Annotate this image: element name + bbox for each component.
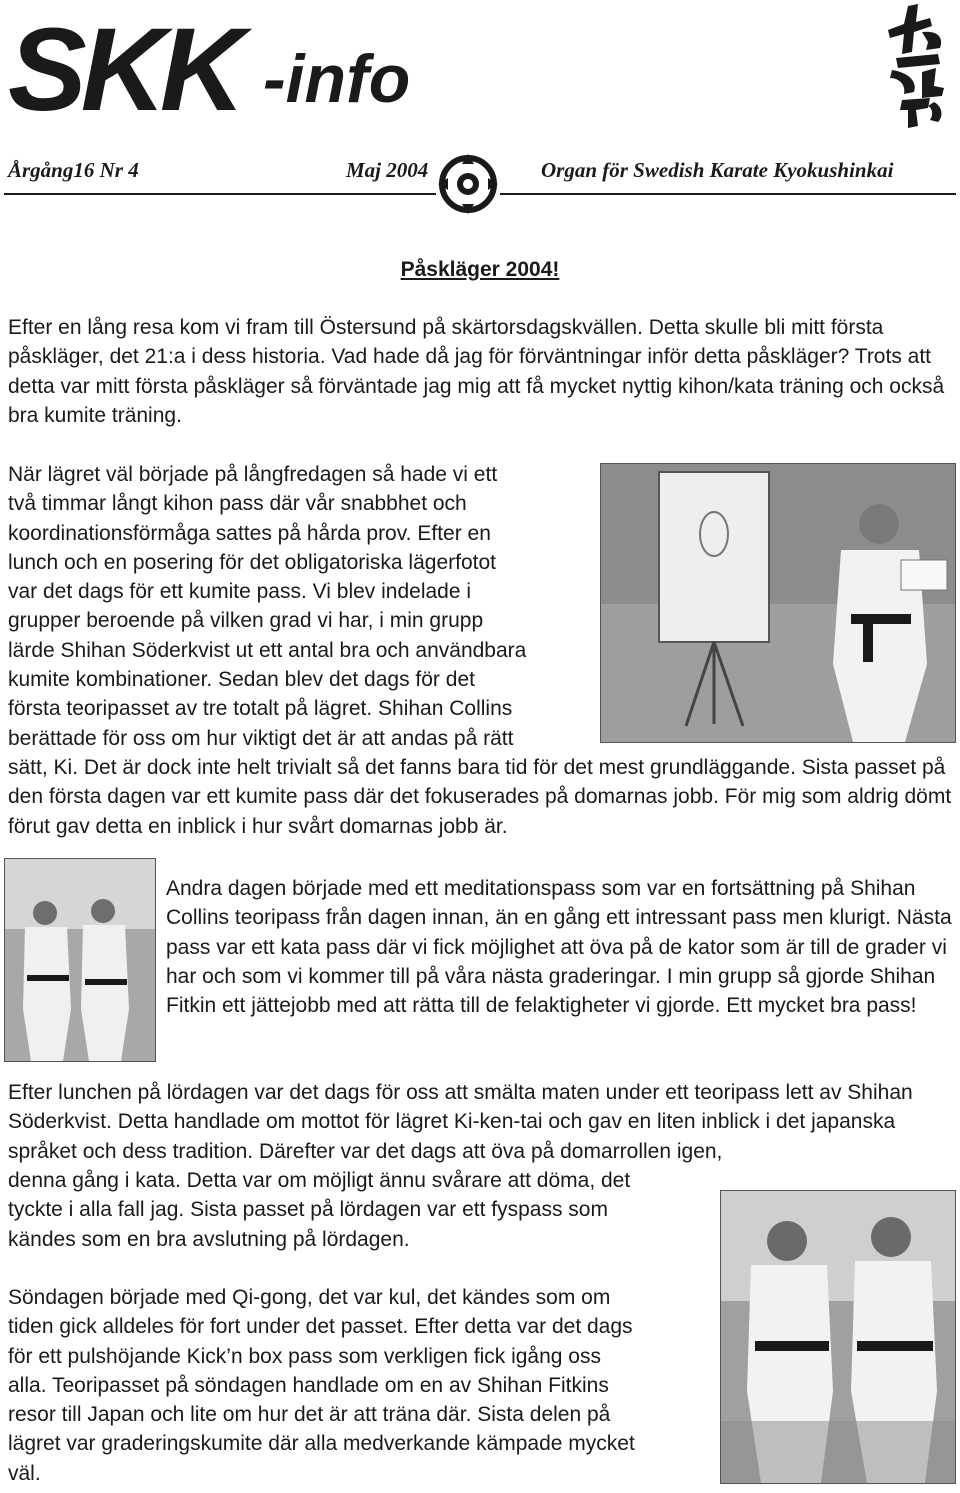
- paragraph-2-line: var det dags för ett kumite pass. Vi blev indelade i: [8, 580, 472, 604]
- skk-info-logo: [8, 10, 458, 125]
- paragraph-2-line: första teoripasset av tre totalt på lägret. Shihan Collins: [8, 697, 513, 721]
- article-paragraph-3: Andra dagen började med ett meditationspass som var en fortsättning på Shihan Collins teoripass från dagen innan, än en gång ett intressant pass men klurigt. Nästa pass var ett kata pass där vi fick möjlighet att öva på de kator som är till de grader vi har och som vi kommer till på våra nästa graderingar. I min grupp så gjorde Shihan Fitkin ett jättejobb med att rätta till de felaktigheter vi gjorde. Ett mycket bra pass!: [166, 877, 952, 1018]
- paragraph-2-line: koordinationsförmåga sattes på hårda prov. Efter en: [8, 521, 491, 545]
- kanku-emblem-icon: [436, 152, 500, 216]
- article-paragraph-4-continued: [8, 1166, 708, 1254]
- paragraph-4-line: kändes som en bra avslutning på lördagen.: [8, 1227, 410, 1251]
- logo-suffix-text: -info: [263, 41, 411, 117]
- paragraph-2-line: grupper beroende på vilken grad vi har, i min grupp: [8, 609, 484, 633]
- paragraph-2-line: lärde Shihan Söderkvist ut ett antal bra och användbara: [8, 638, 527, 662]
- photo-karate-pair: [4, 858, 156, 1062]
- paragraph-2-line: kumite kombinationer. Sedan blev det dags för det: [8, 668, 475, 692]
- paragraph-5-line: alla. Teoripasset på söndagen handlade om en av Shihan Fitkins: [8, 1373, 609, 1397]
- paragraph-5-line: resor till Japan och lite om hur det är att träna där. Sista delen på: [8, 1403, 611, 1427]
- photo-kumite-practice: [720, 1190, 956, 1484]
- paragraph-5-line: lägret var graderingskumite där alla medverkande kämpade mycket: [8, 1432, 635, 1456]
- paragraph-2-line: berättade för oss om hur viktigt det är att andas på rätt: [8, 726, 514, 750]
- paragraph-5-line: väl.: [8, 1461, 41, 1485]
- article-paragraph-2-continued: sätt, Ki. Det är dock inte helt trivialt så det fanns bara tid för det mest grundläggande. Sista passet på den första dagen var ett kumite pass där det fokuserades på domarnas jobb. För mig som aldrig dömt förut gav detta en inblick i hur svårt domarnas jobb är.: [8, 756, 952, 838]
- article-paragraph-2: [8, 460, 593, 753]
- paragraph-4-line: denna gång i kata. Detta var om möjligt ännu svårare att döma, det: [8, 1169, 631, 1192]
- header-organization: Organ för Swedish Karate Kyokushinkai: [541, 158, 894, 182]
- header-date: Maj 2004: [346, 158, 429, 182]
- kyokushin-kanji-icon: [878, 2, 956, 130]
- paragraph-2-line: två timmar långt kihon pass där vår snabbhet och: [8, 492, 467, 516]
- logo-main-text: SKK: [8, 10, 240, 125]
- paragraph-4-line: tyckte i alla fall jag. Sista passet på lördagen var ett fyspass som: [8, 1198, 608, 1222]
- article-paragraph-1: Efter en lång resa kom vi fram till Östersund på skärtorsdagskvällen. Detta skulle bli mitt första påskläger, det 21:a i dess historia. Vad hade då jag för förväntningar inför detta påskläger? Trots att detta var mitt första påskläger så förväntade jag mig att få mycket nyttig kihon/kata träning och också bra kumite träning.: [8, 316, 945, 427]
- paragraph-5-line: tiden gick alldeles för fort under det passet. Efter detta var det dags: [8, 1315, 633, 1339]
- paragraph-2-line: När lägret väl började på långfredagen så hade vi ett: [8, 463, 498, 486]
- article-paragraph-4: Efter lunchen på lördagen var det dags för oss att smälta maten under ett teoripass lett av Shihan Söderkvist. Detta handlade om mottot för lägret Ki-ken-tai och gav en liten inblick i det japanska språket och dess tradition. Därefter var det dags att öva på domarrollen igen,: [8, 1081, 913, 1163]
- paragraph-5-line: Söndagen började med Qi-gong, det var kul, det kändes som om: [8, 1286, 611, 1309]
- article-title: Påskläger 2004!: [400, 258, 560, 281]
- photo-instructor-flipchart: [600, 463, 956, 743]
- paragraph-2-line: lunch och en posering för det obligatoriska lägerfotot: [8, 550, 496, 574]
- header-issue: Årgång16 Nr 4: [8, 158, 139, 182]
- article-paragraph-5: [8, 1283, 720, 1488]
- paragraph-5-line: för ett pulshöjande Kick’n box pass som verkligen fick igång oss: [8, 1344, 601, 1368]
